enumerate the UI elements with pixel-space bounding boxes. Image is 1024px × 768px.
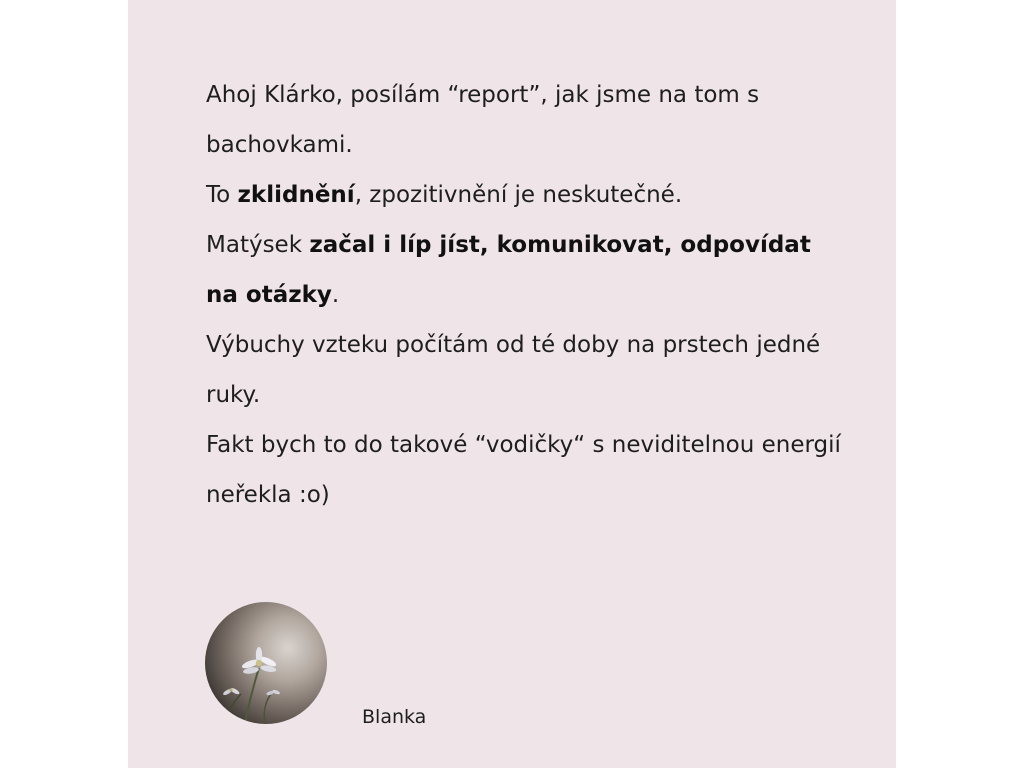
testimonial-line-2	[206, 170, 846, 220]
author-avatar	[205, 602, 327, 724]
testimonial-card	[128, 0, 896, 768]
line-5-text: Fakt bych to do takové “vodičky“ s neviditelnou energií neřekla :o)	[206, 432, 841, 508]
author-name: Blanka	[362, 706, 427, 728]
line-3-bold: začal i líp jíst, komunikovat, odpovídat na otázky	[206, 232, 811, 308]
line-2-text-end: , zpozitivnění je neskutečné.	[354, 182, 683, 208]
line-4-text: Výbuchy vzteku počítám od té doby na prstech jedné ruky.	[206, 332, 821, 408]
line-2-bold: zklidnění	[237, 182, 355, 208]
line-3-text-end: .	[331, 282, 340, 308]
testimonial-text	[206, 70, 846, 520]
testimonial-line-5	[206, 420, 846, 520]
line-3-text: Matýsek	[206, 232, 310, 258]
line-2-text: To	[206, 182, 238, 208]
testimonial-line-1	[206, 70, 846, 170]
white-flower-photo-icon	[205, 602, 327, 724]
testimonial-line-4	[206, 320, 846, 420]
line-1-text: Ahoj Klárko, posílám “report”, jak jsme na tom s bachovkami.	[206, 82, 760, 158]
testimonial-line-3	[206, 220, 846, 320]
